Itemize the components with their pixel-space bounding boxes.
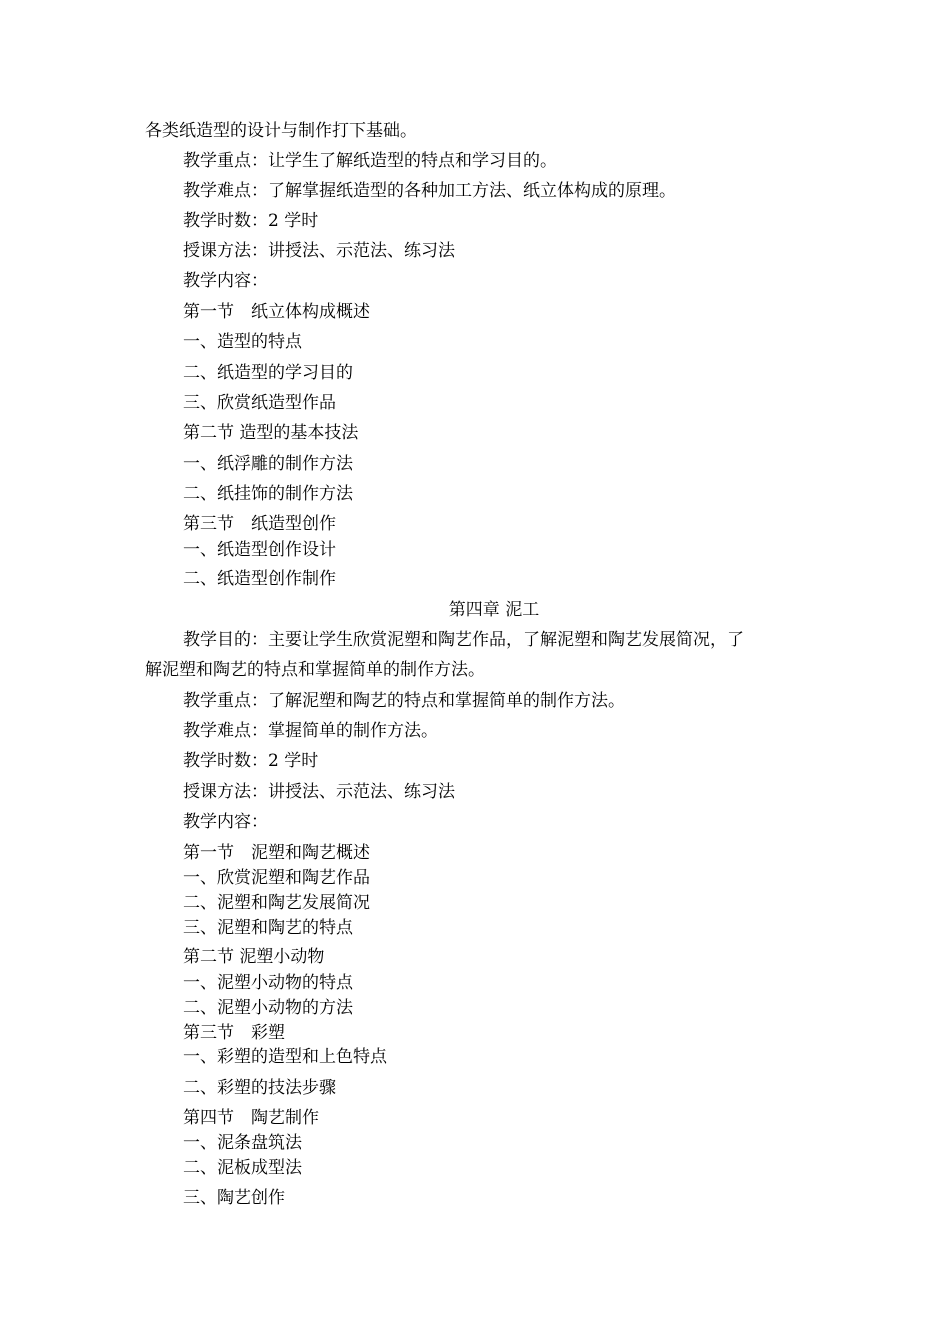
list-item: 三、欣赏纸造型作品 bbox=[183, 393, 336, 413]
list-item: 二、彩塑的技法步骤 bbox=[183, 1078, 336, 1098]
list-item: 一、纸浮雕的制作方法 bbox=[183, 454, 353, 474]
list-item: 一、纸造型创作设计 bbox=[183, 540, 336, 560]
list-item: 二、泥塑和陶艺发展简况 bbox=[183, 893, 370, 913]
teaching-method: 授课方法：讲授法、示范法、练习法 bbox=[183, 241, 455, 261]
section-heading: 第一节 泥塑和陶艺概述 bbox=[183, 843, 370, 863]
list-item: 一、造型的特点 bbox=[183, 332, 302, 352]
list-item: 二、泥板成型法 bbox=[183, 1158, 302, 1178]
teaching-focus: 教学重点：了解泥塑和陶艺的特点和掌握简单的制作方法。 bbox=[183, 691, 625, 711]
list-item: 二、纸挂饰的制作方法 bbox=[183, 484, 353, 504]
paragraph-continuation: 解泥塑和陶艺的特点和掌握简单的制作方法。 bbox=[145, 660, 485, 680]
teaching-hours: 教学时数：2 学时 bbox=[183, 751, 319, 771]
list-item: 一、泥条盘筑法 bbox=[183, 1133, 302, 1153]
teaching-content-label: 教学内容： bbox=[183, 271, 268, 291]
paragraph-continuation: 各类纸造型的设计与制作打下基础。 bbox=[145, 121, 417, 141]
list-item: 三、陶艺创作 bbox=[183, 1188, 285, 1208]
list-item: 一、泥塑小动物的特点 bbox=[183, 973, 353, 993]
list-item: 二、纸造型创作制作 bbox=[183, 569, 336, 589]
section-heading: 第二节 泥塑小动物 bbox=[183, 947, 325, 967]
list-item: 二、泥塑小动物的方法 bbox=[183, 998, 353, 1018]
list-item: 二、纸造型的学习目的 bbox=[183, 363, 353, 383]
list-item: 三、泥塑和陶艺的特点 bbox=[183, 918, 353, 938]
list-item: 一、彩塑的造型和上色特点 bbox=[183, 1047, 387, 1067]
section-heading: 第三节 纸造型创作 bbox=[183, 514, 336, 534]
section-heading: 第二节 造型的基本技法 bbox=[183, 423, 359, 443]
teaching-difficulty: 教学难点：掌握简单的制作方法。 bbox=[183, 721, 438, 741]
teaching-content-label: 教学内容： bbox=[183, 812, 268, 832]
section-heading: 第一节 纸立体构成概述 bbox=[183, 302, 370, 322]
chapter-title: 第四章 泥工 bbox=[448, 600, 540, 620]
teaching-goal: 教学目的：主要让学生欣赏泥塑和陶艺作品，了解泥塑和陶艺发展简况，了 bbox=[183, 630, 744, 650]
list-item: 一、欣赏泥塑和陶艺作品 bbox=[183, 868, 370, 888]
section-heading: 第三节 彩塑 bbox=[183, 1023, 285, 1043]
section-heading: 第四节 陶艺制作 bbox=[183, 1108, 319, 1128]
teaching-focus: 教学重点：让学生了解纸造型的特点和学习目的。 bbox=[183, 151, 557, 171]
teaching-hours: 教学时数：2 学时 bbox=[183, 211, 319, 231]
teaching-difficulty: 教学难点：了解掌握纸造型的各种加工方法、纸立体构成的原理。 bbox=[183, 181, 676, 201]
teaching-method: 授课方法：讲授法、示范法、练习法 bbox=[183, 782, 455, 802]
